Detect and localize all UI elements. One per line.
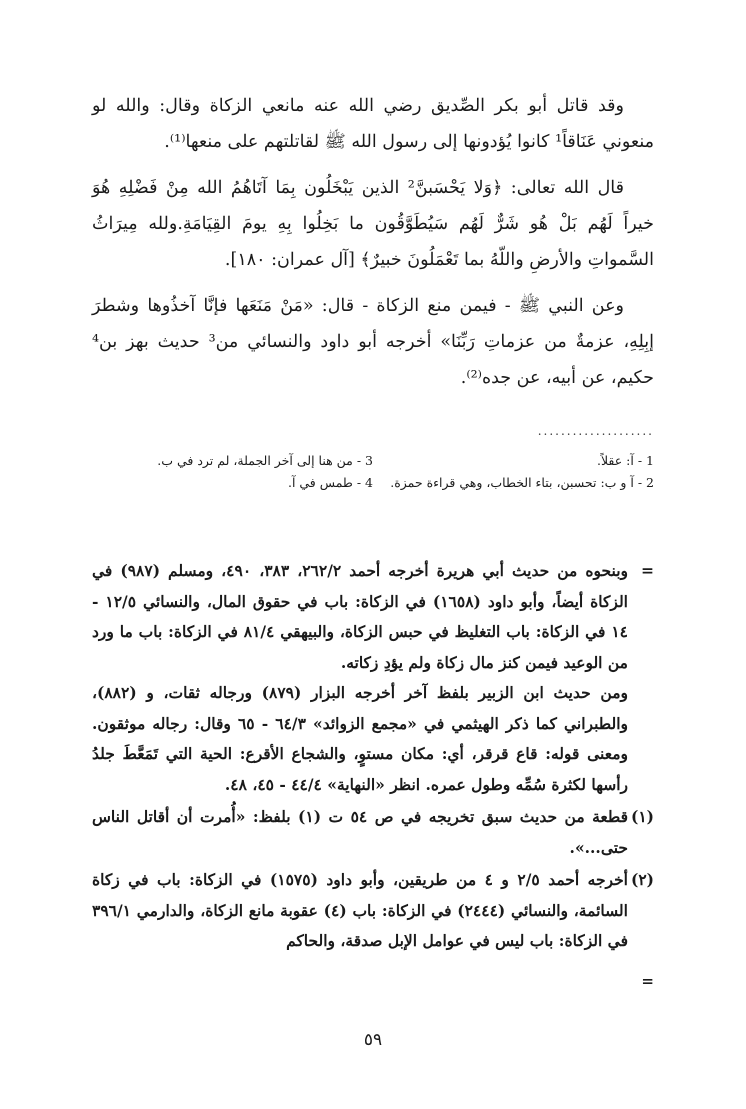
footnotes [92,556,654,957]
main-text [92,88,654,406]
separator: .................... [537,424,654,438]
paragraph-quran-verse: قال الله تعالى: ﴿وَلا يَحْسَبنَّ² الذين يَبْخَلُون بِمَا آتَاهُمُ الله مِنْ فَضْلِهِ هُوَ خيراً لَهُم بَلْ هُو شَرٌّ لَهُم سَيُطَوَّقُون ما بَخِلُوا بِهِ يومَ القِيَامَةِ.ولله مِيرَاثُ السَّمواتِ والأرضِ واللّهُ بما تَعْمَلُونَ خبيرٌ﴾ [آل عمران: ١٨٠]. [92,178,654,270]
variant-note: 1 - آ: عقلاً. [597,453,654,468]
variant-note: 4 - طمس في آ. [287,475,373,490]
footnote-text: وبنحوه من حديث أبي هريرة أخرجه أحمد ٢٦٢/٢، ٣٨٣، ٤٩٠، ومسلم (٩٨٧) في الزكاة أيضاً، وأبو داود (١٦٥٨) في الزكاة: باب في حقوق المال، والنسائي ١٢/٥ - ١٤ في الزكاة: باب التغليظ في حبس الزكاة، والبيهقي ٨١/٤ في الزكاة: باب ما ورد من الوعيد فيمن كنز مال زكاة ولم يؤدِ زكاته. [92,561,628,672]
footnote-continuation [92,556,654,800]
variants-right-column [373,450,654,494]
paragraph-zakat-abu-bakr: وقد قاتل أبو بكر الصِّديق رضي الله عنه مانعي الزكاة وقال: والله لو منعوني عَنَاقاً¹ كانوا يُؤدونها إلى رسول الله ﷺ لقاتلتهم على منعها⁽¹⁾. [92,96,654,152]
variants-left-column [92,450,373,494]
footnote-text: قطعة من حديث سبق تخريجه في ص ٥٤ ت (١) بلفظ: «أُمرت أن أقاتل الناس حتى...». [92,807,629,857]
footnote-text: ومن حديث ابن الزبير بلفظ آخر أخرجه البزار (٨٧٩) ورجاله ثقات، و (٨٨٢)، والطبراني كما ذكر الهيثمي في «مجمع الزوائد» ٦٤/٣ - ٦٥ وقال: رجاله موثقون. ومعنى قوله: قاع قرقر، أي: مكان مستوٍ، والشجاع الأقرع: الحية التي تَمَعَّطَ جلدُ رأسها لكثرة سُمِّه وطول عمره. انظر «النهاية» ٤٤/٤ - ٤٥، ٤٨. [92,683,628,794]
page-number: ٥٩ [363,1030,383,1050]
footnote-number: (١) [630,807,654,826]
manuscript-variants [92,450,654,494]
continuation-marker: = [641,972,654,990]
continuation-marker: = [641,561,654,580]
paragraph-hadith: وعن النبي ﷺ - فيمن منع الزكاة - قال: «مَنْ مَنَعَها فإنَّا آخذُوها وشطرَ إبِلِهِ، عزمةٌ من عزماتِ رَبِّنَا» أخرجه أبو داود والنسائي من³ حديث بهز بن⁴ حكيم، عن أبيه، عن جده⁽²⁾. [92,296,654,388]
footnote-number: (٢) [630,870,654,889]
footnote-text: أخرجه أحمد ٢/٥ و ٤ من طريقين، وأبو داود (١٥٧٥) في الزكاة: باب في زكاة السائمة، والنسائي (٢٤٤٤) في الزكاة: باب (٤) عقوبة مانع الزكاة، والدارمي ٣٩٦/١ في الزكاة: باب ليس في عوامل الإبل صدقة، والحاكم [92,870,628,950]
variant-note: 3 - من هنا إلى آخر الجملة، لم ترد في ب. [157,453,373,468]
variant-note: 2 - آ و ب: تحسبن، بتاء الخطاب، وهي قراءة حمزة. [390,475,654,490]
footnote-2 [92,865,654,957]
footnote-1 [92,802,654,863]
